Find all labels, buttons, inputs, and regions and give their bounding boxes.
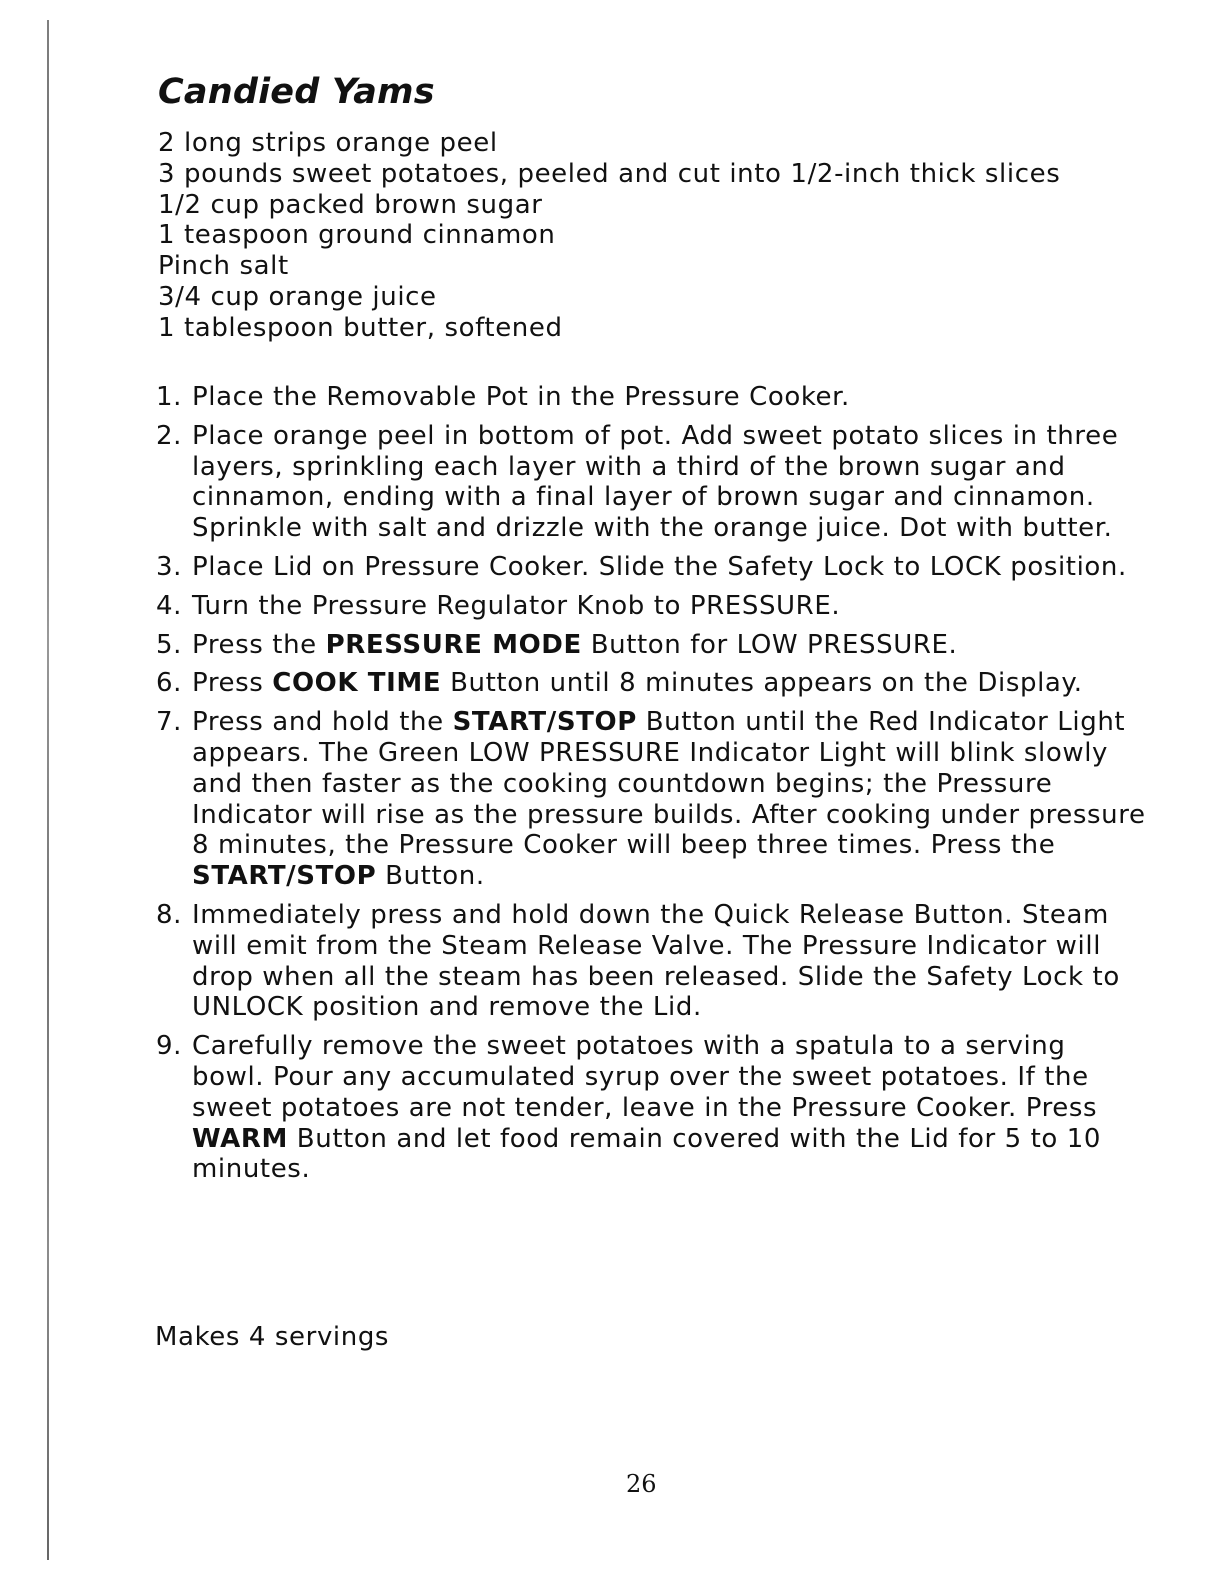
step-text-part: Button. (376, 861, 485, 892)
button-name-start-stop: START/STOP (192, 861, 377, 892)
step-text (192, 707, 1146, 892)
step-text (192, 668, 1146, 699)
step-text: Place Lid on Pressure Cooker. Slide the Safety Lock to LOCK position. (192, 551, 1127, 582)
ingredient-item: 3/4 cup orange juice (158, 281, 437, 312)
instruction-step (156, 552, 1146, 583)
instruction-step (156, 900, 1146, 1023)
step-number: 5. (156, 629, 183, 660)
instruction-step (156, 591, 1146, 622)
button-name-cook-time: COOK TIME (272, 668, 442, 699)
recipe-title: Candied Yams (158, 72, 435, 112)
step-text: Place orange peel in bottom of pot. Add sweet potato slices in three layers, sprinkling each layer with a third of the brown sugar and cinnamon, ending with a final layer of brown sugar and cinnamon. Sprinkle with salt and drizzle with the orange juice. Dot with butter. (192, 420, 1119, 544)
step-text-part: Press and hold the (192, 707, 453, 738)
step-number: 1. (156, 382, 183, 412)
recipe-yield: Makes 4 servings (155, 1322, 390, 1352)
step-text: Immediately press and hold down the Quick Release Button. Steam will emit from the Steam Release Valve. The Pressure Indicator will drop when all the steam has been released. Slide the Safety Lock to UNLOCK position and remove the Lid. (192, 899, 1120, 1023)
step-text-part: Button for LOW PRESSURE. (581, 629, 958, 660)
ingredient-item: 1 tablespoon butter, softened (158, 312, 563, 343)
step-text-part: Carefully remove the sweet potatoes with a spatula to a serving bowl. Pour any accumulated syrup over the sweet potatoes. If the sweet potatoes are not tender, leave in the Pressure Cooker. Press (192, 1031, 1098, 1123)
step-text-part: Press (192, 668, 273, 699)
instruction-list (156, 382, 1146, 1193)
step-text: Turn the Pressure Regulator Knob to PRESSURE. (192, 590, 841, 621)
step-text-part: Button until the Red Indicator Light appears. The Green LOW PRESSURE Indicator Light will blink slowly and then faster as the cooking countdown begins; the Pressure Indicator will rise as the pressure builds. After cooking under pressure 8 minutes, the Pressure Cooker will beep three times. Press the (192, 707, 1146, 861)
step-number: 3. (156, 551, 183, 582)
instruction-step (156, 630, 1146, 661)
scan-edge-line (47, 20, 49, 1560)
ingredient-item: 2 long strips orange peel (158, 128, 498, 158)
step-number: 4. (156, 590, 183, 621)
instruction-step (156, 668, 1146, 699)
step-text (192, 1031, 1146, 1185)
instruction-step (156, 707, 1146, 892)
button-name-pressure-mode: PRESSURE MODE (325, 629, 582, 660)
step-text: Place the Removable Pot in the Pressure Cooker. (192, 382, 850, 412)
instruction-step (156, 421, 1146, 544)
step-number: 8. (156, 899, 183, 930)
button-name-warm: WARM (192, 1123, 288, 1154)
step-number: 9. (156, 1031, 183, 1062)
step-text (192, 630, 1146, 661)
step-number: 2. (156, 420, 183, 451)
ingredient-item: 3 pounds sweet potatoes, peeled and cut into 1/2-inch thick slices (158, 158, 1061, 189)
step-text-part: Press the (192, 629, 326, 660)
step-number: 6. (156, 668, 183, 699)
button-name-start-stop: START/STOP (452, 707, 637, 738)
step-text-part: Button and let food remain covered with the Lid for 5 to 10 minutes. (192, 1123, 1102, 1185)
instruction-step (156, 382, 1146, 413)
step-number: 7. (156, 707, 183, 738)
ingredient-item: 1/2 cup packed brown sugar (158, 189, 543, 220)
ingredient-list (158, 128, 1158, 344)
ingredient-item: Pinch salt (158, 251, 289, 282)
instruction-step (156, 1031, 1146, 1185)
page-number: 26 (626, 1470, 657, 1498)
step-text-part: Button until 8 minutes appears on the Display. (441, 668, 1083, 699)
ingredient-item: 1 teaspoon ground cinnamon (158, 220, 556, 251)
